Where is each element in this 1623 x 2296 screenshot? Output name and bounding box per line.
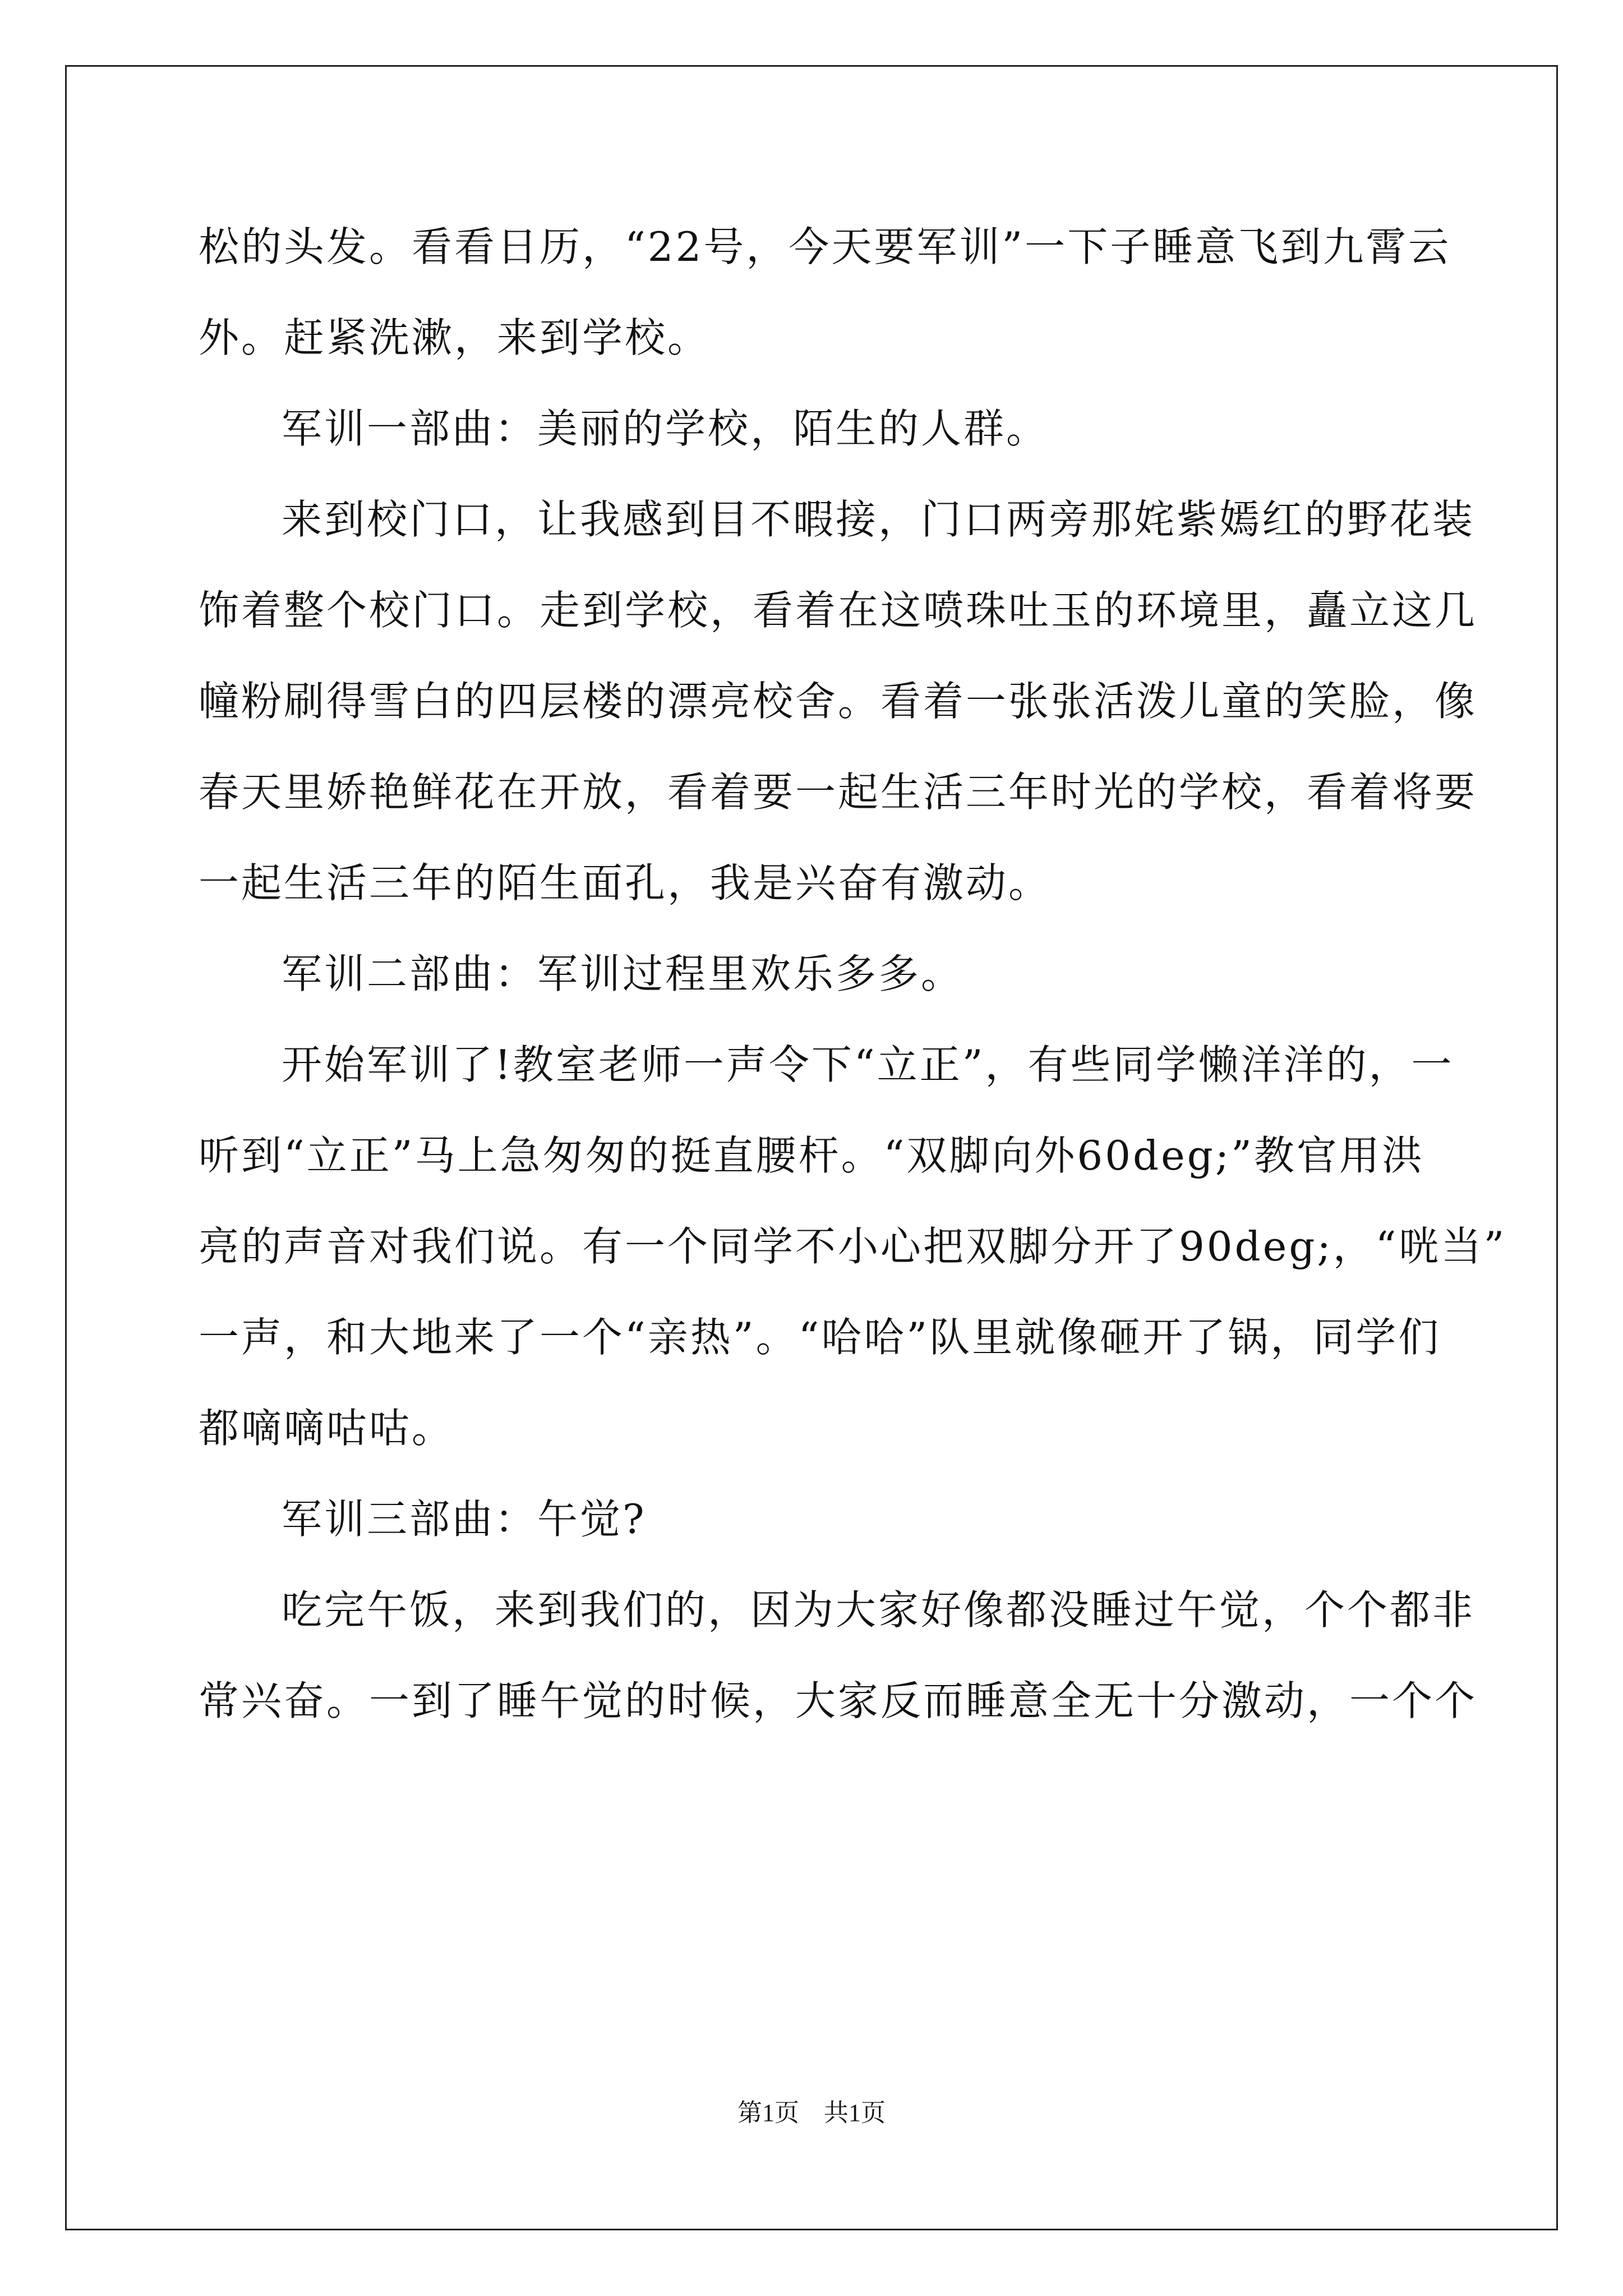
section-heading-2: 军训二部曲：军训过程里欢乐多多。 — [282, 950, 964, 997]
text-line: 开始军训了!教室老师一声令下“立正”，有些同学懒洋洋的，一 — [282, 1041, 1454, 1088]
page-number: 第1页 共1页 — [737, 2099, 886, 2127]
text-line: 吃完午饭，来到我们的，因为大家好像都没睡过午觉，个个都非 — [282, 1586, 1476, 1634]
text-line: 一声，和大地来了一个“亲热”。“哈哈”队里就像砸开了锅，同学们 — [199, 1314, 1441, 1361]
section-heading-3: 军训三部曲：午觉? — [282, 1496, 647, 1543]
text-line: 外。赶紧洗漱，来到学校。 — [199, 314, 711, 361]
section-heading-1: 军训一部曲：美丽的学校，陌生的人群。 — [282, 405, 1049, 452]
text-line: 亮的声音对我们说。有一个同学不小心把双脚分开了90deg;，“咣当” — [199, 1223, 1507, 1270]
text-line: 春天里娇艳鲜花在开放，看着要一起生活三年时光的学校，看着将要 — [199, 769, 1478, 816]
text-line: 松的头发。看看日历，“22号，今天要军训”一下子睡意飞到九霄云 — [199, 223, 1451, 270]
text-line: 来到校门口，让我感到目不暇接，门口两旁那姹紫嫣红的野花装 — [282, 496, 1476, 543]
text-line: 饰着整个校门口。走到学校，看着在这喷珠吐玉的环境里，矗立这几 — [199, 587, 1478, 634]
text-line: 常兴奋。一到了睡午觉的时候，大家反而睡意全无十分激动，一个个 — [199, 1677, 1478, 1724]
text-line: 幢粉刷得雪白的四层楼的漂亮校舍。看着一张张活泼儿童的笑脸，像 — [199, 678, 1478, 725]
text-line: 听到“立正”马上急匆匆的挺直腰杆。“双脚向外60deg;”教官用洪 — [199, 1132, 1424, 1179]
text-line: 都嘀嘀咕咕。 — [199, 1405, 455, 1452]
text-line: 一起生活三年的陌生面孔，我是兴奋有激动。 — [199, 859, 1052, 907]
